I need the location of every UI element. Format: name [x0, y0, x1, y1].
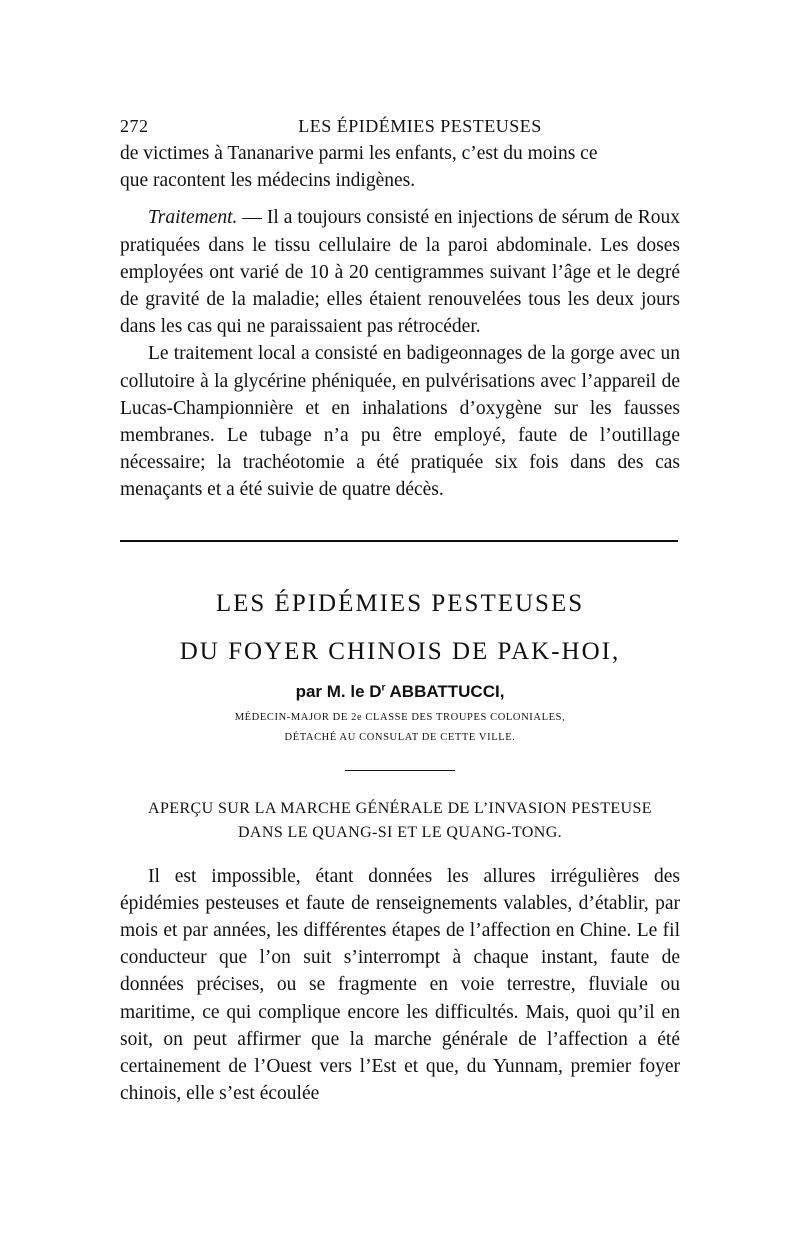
- section-heading-line-1: APERÇU SUR LA MARCHE GÉNÉRALE DE L’INVASION PESTEUSE: [148, 799, 652, 817]
- traitement-label: Traitement.: [148, 207, 238, 229]
- continuation-line-2: que racontent les médecins indigènes.: [120, 170, 416, 192]
- affiliation-line-1: MÉDECIN-MAJOR DE 2e CLASSE DES TROUPES COLONIALES,: [234, 711, 566, 723]
- byline-prefix: par M. le D: [295, 681, 382, 701]
- running-title: LES ÉPIDÉMIES PESTEUSES: [298, 116, 542, 136]
- section-heading-line-2: DANS LE QUANG-SI ET LE QUANG-TONG.: [237, 823, 563, 841]
- article-body-paragraph: Il est impossible, étant données les allures irrégulières des épidémies pesteuses et faute de renseignements valables, d’établir, par mois et par années, les différentes étapes de l’affection en Chine. Le fil conducteur que l’on suit s’interrompt à chaque instant, faute de données précises, ou se fragmente en voie terrestre, fluviale ou maritime, ce qui complique encore les difficultés. Mais, quoi qu’il en soit, on peut affirmer que la marche générale de l’affection a été certainement de l’Ouest vers l’Est et que, du Yunnam, premier foyer chinois, elle s’est écoulée: [120, 865, 680, 1105]
- article-title-line-1: LES ÉPIDÉMIES PESTEUSES: [215, 589, 585, 617]
- page: [120, 110, 680, 1107]
- affiliation-line-2: DÉTACHÉ AU CONSULAT DE CETTE VILLE.: [284, 731, 516, 743]
- byline-sup: r: [381, 681, 386, 693]
- short-divider: [345, 770, 455, 771]
- continuation-line-1: de victimes à Tananarive parmi les enfants, c’est du moins ce: [120, 143, 598, 164]
- affiliation: [120, 708, 680, 748]
- running-head: [120, 110, 680, 140]
- author-name: ABBATTUCCI,: [385, 681, 505, 701]
- section-heading: [120, 797, 680, 845]
- traitement-paragraph: [120, 204, 680, 340]
- section-divider: [120, 540, 678, 542]
- traitement-text: — Il a toujours consisté en injections de sérum de Roux pratiquées dans le tissu cellulaire de la paroi abdominale. Les doses employées ont varié de 10 à 20 centigrammes suivant l’âge et le degré de gravité de la maladie; elles étaient renouvelées tous les deux jours dans les cas qui ne paraissaient pas rétrocéder.: [120, 207, 680, 338]
- byline: [120, 682, 680, 702]
- local-treatment-paragraph: Le traitement local a consisté en badigeonnages de la gorge avec un collutoire à la glycérine phéniquée, en pulvérisations avec l’appareil de Lucas-Championnière et en inhalations d’oxygène sur les fausses membranes. Le tubage n’a pu être employé, faute de l’outillage nécessaire; la trachéotomie a été pratiquée six fois dans des cas menaçants et a été suivie de quatre décès.: [120, 343, 680, 501]
- page-number: 272: [120, 116, 149, 136]
- article-title-line-2: DU FOYER CHINOIS DE PAK-HOI,: [179, 637, 621, 665]
